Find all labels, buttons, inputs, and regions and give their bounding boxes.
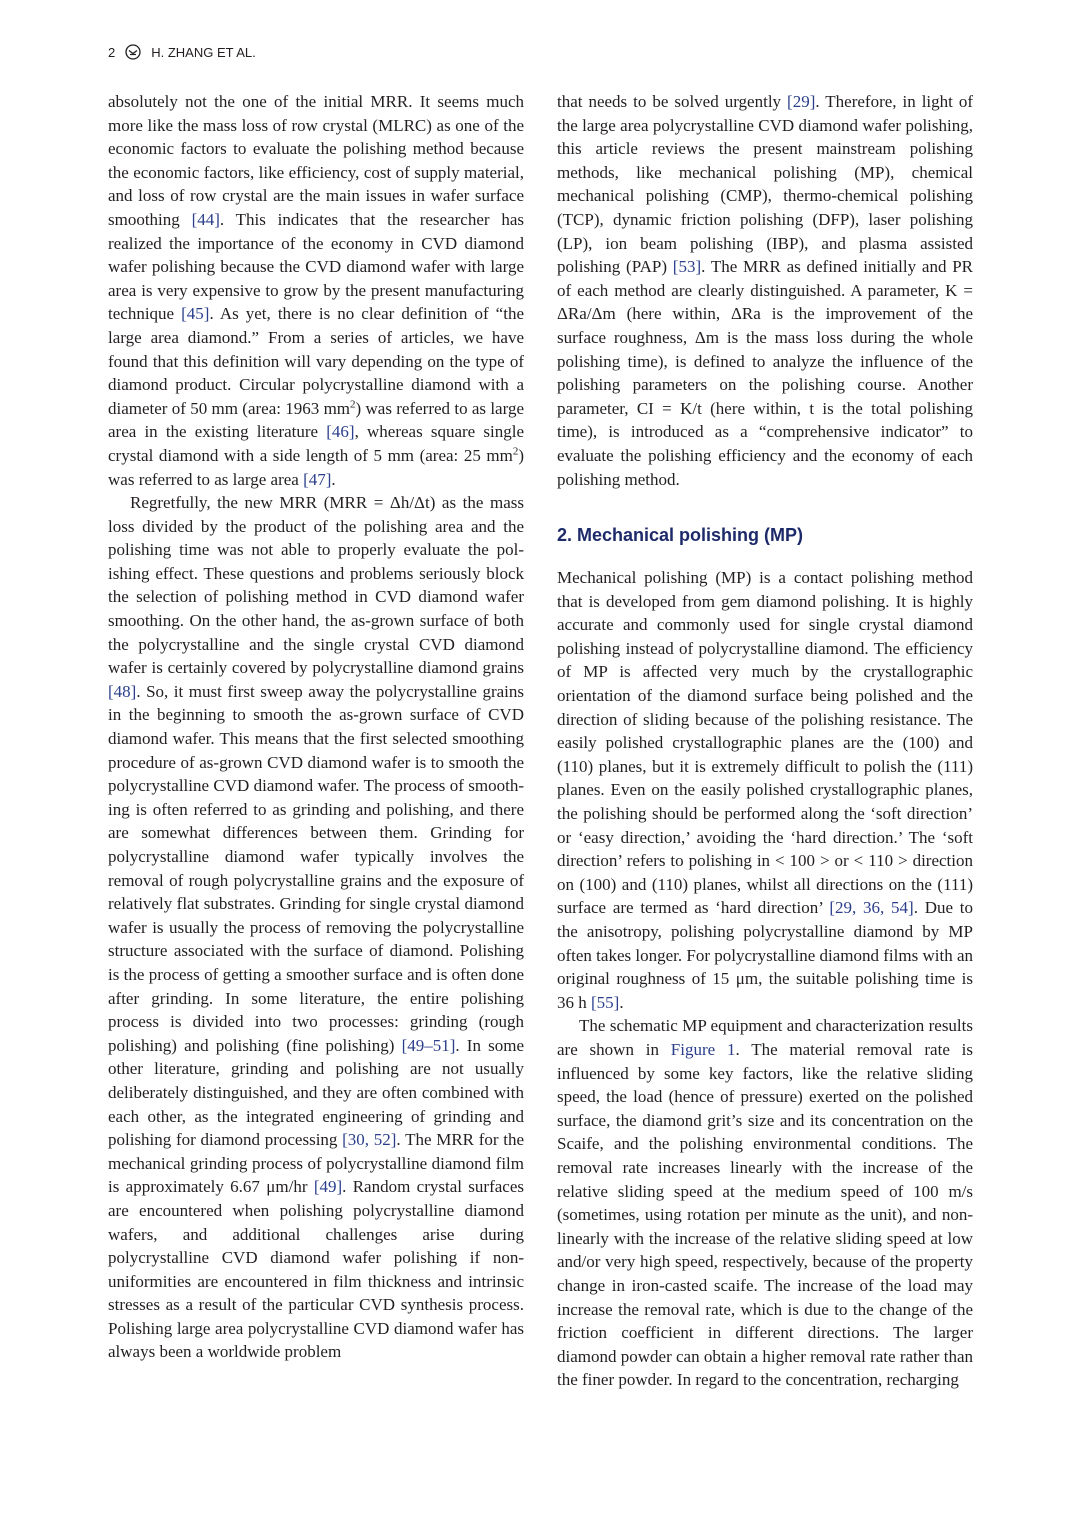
figure-link[interactable]: Figure 1 — [670, 1039, 736, 1059]
running-header — [108, 44, 256, 60]
paragraph: Mechanical polishing (MP) is a contact polishing method that is developed from gem diamond polishing. It is highly accurate and commonly used for single crystal diamond polishing instead of polycrystalline diamond. The efficiency of MP is affected very much by the crystallographic orientation of the diamond surface being polished and the direction of sliding because of the polishing resistance. The easily polished crystallographic planes are the (100) and (110) planes, but it is extremely difficult to polish the (111) planes. Even on the easily polished crystallographic planes, the polishing should be performed along the ‘soft direction’ or ‘easy direction,’ avoiding the ‘hard direction.’ The ‘soft direction’ refers to polishing in < 100 > or < 110 > direction on (100) and (110) planes, whilst all directions on the (111) surface are termed as ‘hard direction’ [29, 36, 54]. Due to the anisotropy, polishing polycrystalline diamond by MP often takes longer. For polycrystalline diamond films with an original roughness of 15 μm, the suitable polishing time is 36 h [55]. — [557, 568, 973, 1012]
citation-link[interactable]: [45] — [181, 304, 210, 324]
paragraph: absolutely not the one of the initial MRR. It seems much more like the mass loss of row crystal (MLRC) as one of the economic factors to evaluate the polishing method because the economic factors, like efficiency, cost of supply material, and loss of row crystal are the main issues in wafer surface smoothing [44]. This indicates that the researcher has realized the importance of the economy in CVD diamond wafer polishing because the CVD diamond wafer with large area is very expensive to grow by the present manufacturing technique [45]. As yet, there is no clear definition of “the large area diamond.” From a series of articles, we have found that this definition will vary depending on the type of diamond product. Circular polycrystalline diamond with a diameter of 50 mm (area: 1963 $mm^2$) was referred to as large area in the existing literature [46], whereas square single crystal diamond with a side length of 5 mm (area: 25 $mm^2$) was referred to as large area [47]. — [108, 92, 525, 489]
citation-link[interactable]: [47] — [303, 469, 332, 489]
citation-link[interactable]: [44] — [191, 209, 220, 229]
citation-link[interactable]: [30, 52] — [342, 1130, 397, 1150]
citation-link[interactable]: [29] — [787, 92, 816, 111]
section-heading: 2. Mechanical polishing (MP) — [557, 525, 804, 546]
citation-link[interactable]: [53] — [672, 257, 702, 277]
superscript: 2 — [512, 445, 519, 458]
paragraph: that needs to be solved urgently [29]. Therefore, in light of the large area polycrystalline CVD diamond wafer polishing, this article reviews the present mainstream polishing methods, like mechanical polishing (MP), chemical mechanical polishing (CMP), thermo-chemical polishing (TCP), dynamic friction polishing (DFP), laser polishing (LP), ion beam polishing (IBP), and plasma assisted polishing (PAP) [53]. The MRR as defined initially and PR of each method are clearly distinguished. A parameter, K = ΔRa/Δm (here within, ΔRa is the improvement of the surface roughness, Δm is the mass loss during the whole polishing time), is defined to analyze the influence of the polishing parameters on the polishing course. Another parameter, CI = K/t (here within, t is the total polishing time), is introduced as a “comprehensive indicator” to evaluate the polishing efficiency and the economy of each polishing method. — [557, 92, 974, 489]
superscript: 2 — [350, 398, 356, 411]
right-column — [557, 90, 973, 1392]
citation-link[interactable]: [49–51] — [401, 1035, 456, 1055]
citation-link[interactable]: [49] — [313, 1177, 343, 1197]
citation-link[interactable]: [55] — [591, 992, 620, 1012]
left-column — [108, 90, 524, 1364]
paragraph: The schematic MP equipment and characterization results are shown in Figure 1. The material removal rate is influenced by some key factors, like the relative sliding speed, the load (hence of pressure) exerted on the polished surface, the diamond grit’s size and its concentration on the Scaife, and the polishing environmental conditions. The removal rate increases linearly with the increase of the relative sliding speed at the medium speed of 100 m/s (sometimes, using rotation per minute as the unit), and non-linearly with the increase of the relative sliding speed at low and/or very high speed, respectively, because of the property change in iron-casted scaife. The increase of the load may increase the removal rate, which is due to the change of the friction coefficient in different directions. The larger diamond powder can obtain a higher removal rate rather than the finer powder. In regard to the concentration, recharging — [557, 1016, 974, 1390]
citation-link[interactable]: [46] — [326, 422, 355, 442]
page-number: 2 — [108, 44, 116, 60]
publisher-logo-icon — [125, 44, 141, 60]
paragraph: Regretfully, the new MRR (MRR = Δh/Δt) as the mass loss divided by the product of the polishing area and the polishing time was not able to properly evaluate the polishing effect. These questions and problems seriously block the selection of polishing method in CVD diamond wafer smoothing. On the other hand, the as-grown surface of both the polycrystalline and the single crystal CVD diamond wafer is certainly covered by polycrystalline diamond grains [48]. So, it must first sweep away the polycrystalline grains in the beginning to smooth the as-grown surface of CVD diamond wafer. This means that the first selected smoothing procedure of as-grown CVD diamond wafer is to smooth the polycrystalline CVD diamond wafer. The process of smoothing is often referred to as grinding and polishing, and there are somewhat differences between them. Grinding for polycrystalline diamond wafer typically involves the removal of rough polycrystalline grains and the exposure of relatively flat substrates. Grinding for single crystal diamond wafer is usually the process of removing the polycrystalline structure associated with the surface of diamond. Polishing is the process of getting a smoother surface and is often done after grinding. In some literature, the entire polishing process is divided into two processes: grinding (rough polishing) and polishing (fine polishing) [49–51]. In some other literature, grinding and polishing are not usually deliberately distinguished, and they are often combined with each other, as the integrated engineering of grinding and polishing for diamond processing [30, 52]. The MRR for the mechanical grinding process of polycrystalline diamond film is approximately 6.67 μm/hr [49]. Random crystal surfaces are encountered when polishing polycrystalline diamond wafers, and additional challenges arise during polycrystalline CVD diamond wafer polishing if non-uniformities are encountered in film thickness and intrinsic stresses as a result of the particular CVD synthesis process. Polishing large area polycrystalline CVD diamond wafer has always been a worldwide problem — [108, 493, 524, 1362]
citation-link[interactable]: [29, 36, 54] — [829, 898, 914, 918]
citation-link[interactable]: [48] — [108, 681, 137, 701]
header-authors: H. ZHANG ET AL. — [151, 44, 256, 60]
